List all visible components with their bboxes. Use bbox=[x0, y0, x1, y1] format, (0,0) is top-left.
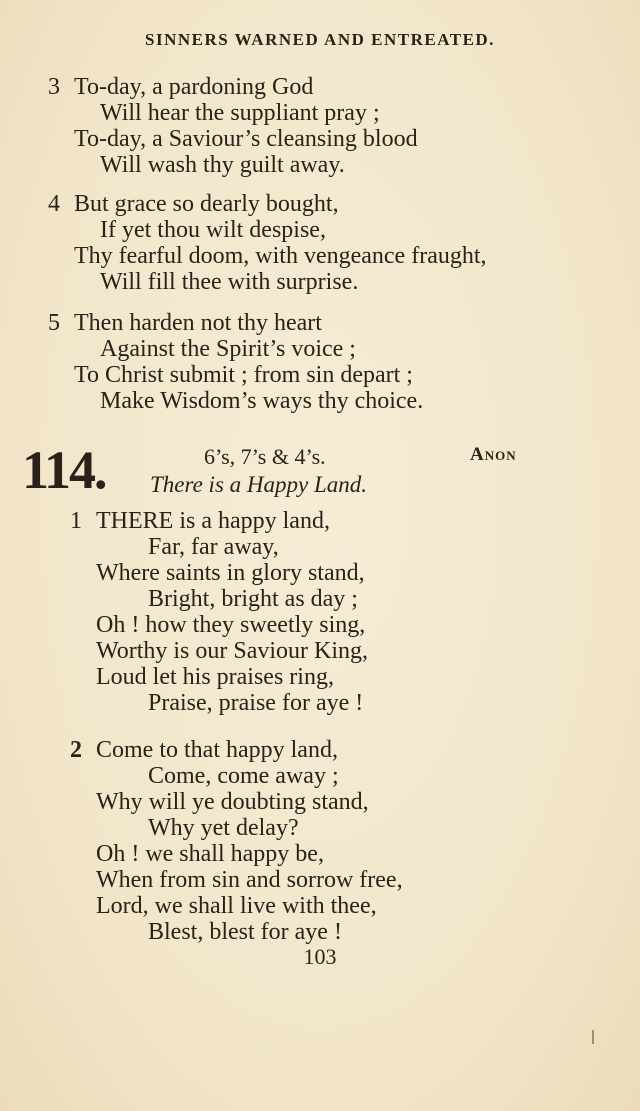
verse-line: Thy fearful doom, with vengeance fraught, bbox=[74, 243, 487, 269]
verse-line: Will hear the suppliant pray ; bbox=[100, 100, 380, 126]
verse-line: Loud let his praises ring, bbox=[96, 664, 334, 690]
verse-line: To-day, a pardoning God bbox=[74, 74, 314, 100]
verse-line: Praise, praise for aye ! bbox=[148, 690, 364, 716]
verse-line: To Christ submit ; from sin depart ; bbox=[74, 362, 413, 388]
running-head: SINNERS WARNED AND ENTREATED. bbox=[145, 30, 495, 49]
verse-line: Oh ! how they sweetly sing, bbox=[96, 612, 366, 638]
verse-line: Lord, we shall live with thee, bbox=[96, 893, 377, 919]
verse-line: Then harden not thy heart bbox=[74, 310, 322, 336]
verse-line: But grace so dearly bought, bbox=[74, 191, 339, 217]
page-number: 103 bbox=[303, 944, 337, 969]
verse-line: Far, far away, bbox=[148, 534, 279, 560]
hymn-title: There is a Happy Land. bbox=[150, 472, 368, 497]
verse-line: THERE is a happy land, bbox=[96, 508, 330, 534]
verse-line: Come, come away ; bbox=[148, 763, 339, 789]
verse-line: If yet thou wilt despise, bbox=[100, 217, 326, 243]
stanza-number: 5 bbox=[48, 310, 60, 336]
verse-line: When from sin and sorrow free, bbox=[96, 867, 403, 893]
hymn-meter: 6’s, 7’s & 4’s. bbox=[204, 444, 326, 469]
verse-line: Oh ! we shall happy be, bbox=[96, 841, 324, 867]
verse-line: Bright, bright as day ; bbox=[148, 586, 358, 612]
stanza-number: 1 bbox=[70, 508, 82, 534]
verse-line: Against the Spirit’s voice ; bbox=[100, 336, 356, 362]
verse-line: Will fill thee with surprise. bbox=[100, 269, 359, 295]
hymn-tune: Anon bbox=[470, 444, 517, 465]
stanza-number: 3 bbox=[48, 74, 60, 100]
verse-line: Worthy is our Saviour King, bbox=[96, 638, 369, 664]
verse-line: Where saints in glory stand, bbox=[96, 560, 365, 586]
verse-line: To-day, a Saviour’s cleansing blood bbox=[74, 126, 418, 152]
verse-line: Why will ye doubting stand, bbox=[96, 789, 369, 815]
stanza-number: 2 bbox=[70, 737, 82, 763]
stanza-number: 4 bbox=[48, 191, 60, 217]
hymn-number: 114. bbox=[22, 440, 106, 500]
verse-line: Come to that happy land, bbox=[96, 737, 338, 763]
verse-line: Why yet delay? bbox=[148, 815, 299, 841]
ink-mark bbox=[592, 1030, 594, 1044]
verse-line: Blest, blest for aye ! bbox=[148, 919, 342, 945]
verse-line: Make Wisdom’s ways thy choice. bbox=[100, 388, 424, 414]
verse-line: Will wash thy guilt away. bbox=[100, 152, 345, 178]
